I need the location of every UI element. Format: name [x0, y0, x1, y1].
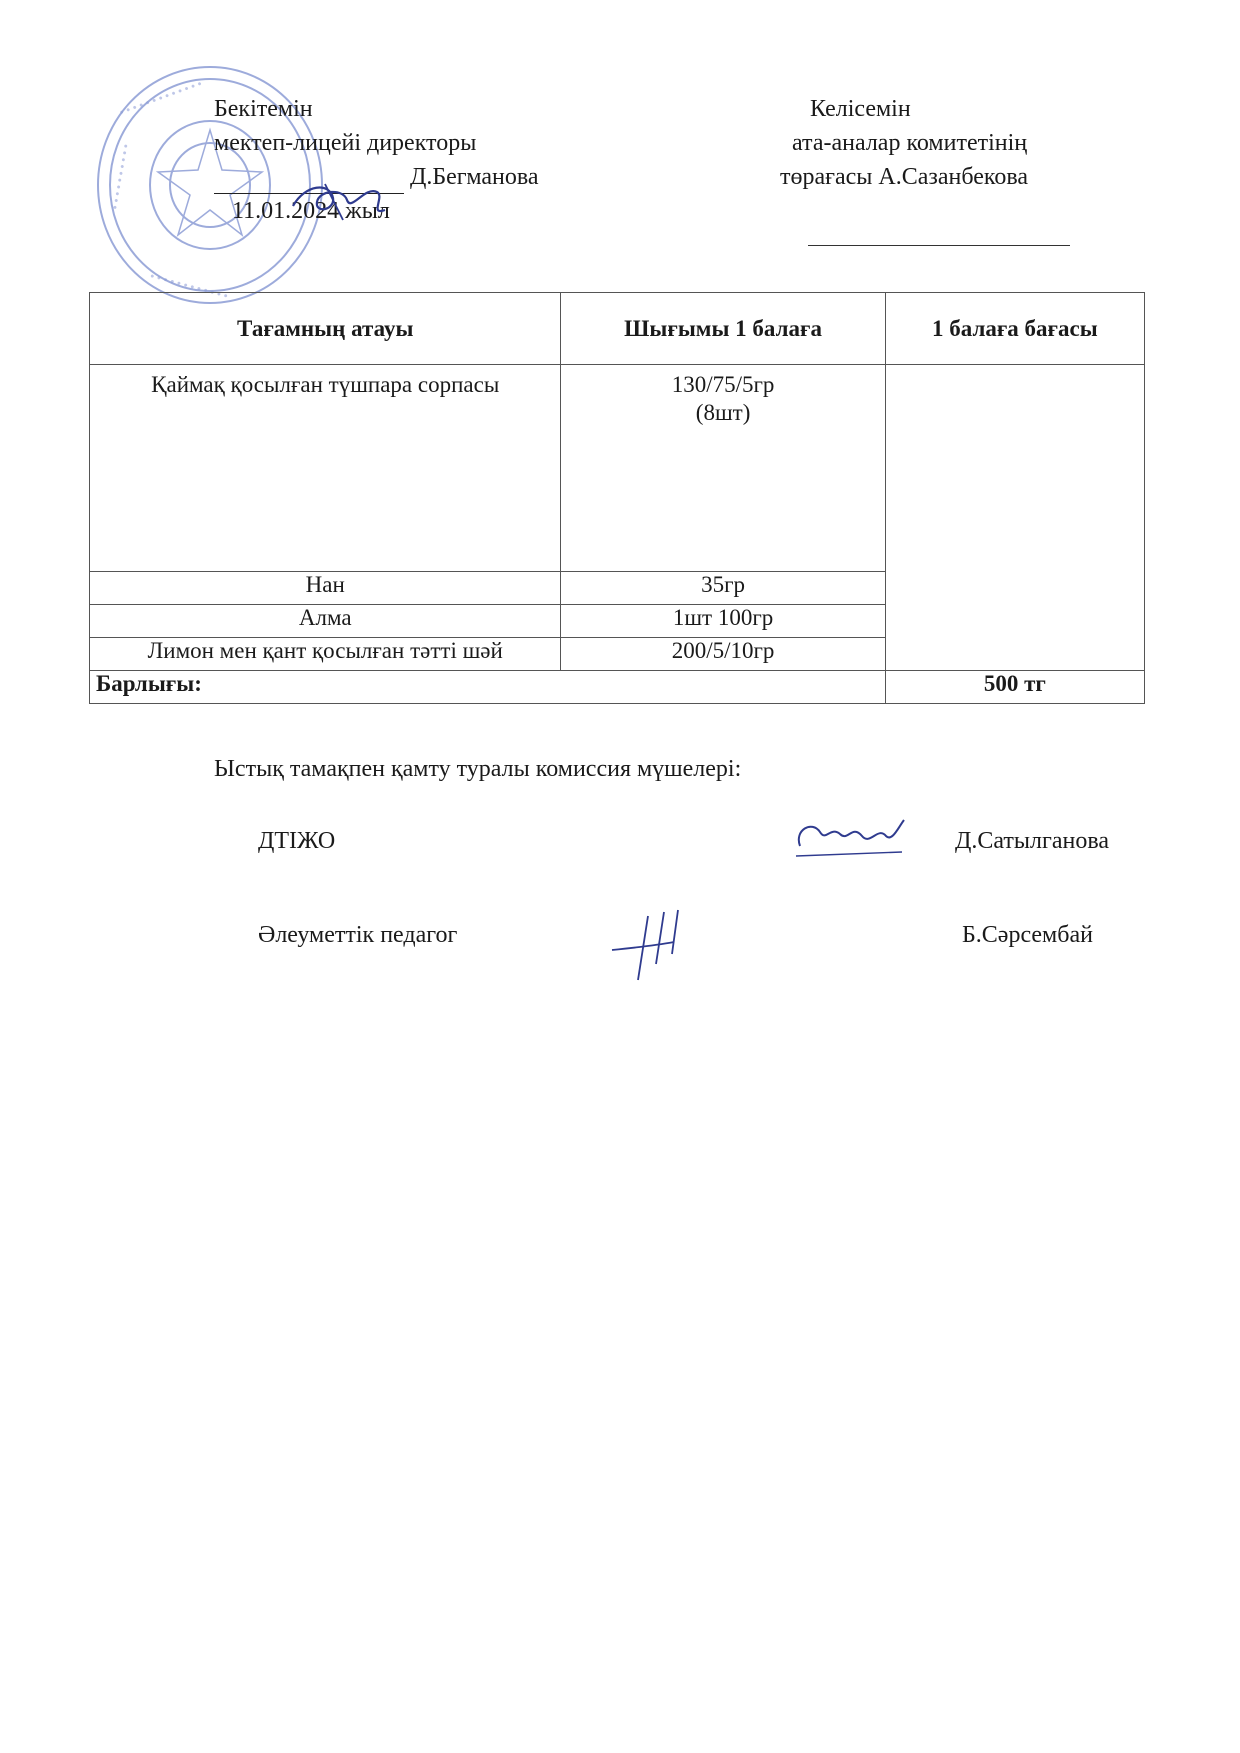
svg-text:• • • • • • • • • • • • •: • • • • • • • • • • • • •	[118, 78, 204, 120]
agreement-signature-line	[808, 245, 1070, 246]
table-header-row	[90, 293, 1145, 365]
member-role: ДТІЖО	[258, 828, 336, 854]
commission-title: Ыстық тамақпен қамту туралы комиссия мүшелері:	[214, 756, 742, 782]
dish-yield-note: (8шт)	[695, 400, 751, 425]
approval-name: Д.Бегманова	[410, 164, 539, 190]
table-row	[90, 365, 1145, 572]
table-total-row	[90, 671, 1145, 704]
header-yield: Шығымы 1 балаға	[561, 293, 885, 365]
approval-date: 11.01.2024 жыл	[232, 198, 390, 224]
dish-name: Нан	[90, 572, 561, 605]
total-label: Барлығы:	[90, 671, 886, 704]
approval-position: мектеп-лицейі директоры	[214, 130, 477, 156]
dish-name: Алма	[90, 605, 561, 638]
menu-table	[89, 292, 1145, 704]
agreement-title: Келісемін	[810, 96, 911, 122]
dish-name: Қаймақ қосылған түшпара сорпасы	[90, 365, 561, 572]
dish-yield: 200/5/10гр	[561, 638, 885, 671]
dish-yield: 1шт 100гр	[561, 605, 885, 638]
header-dish-name: Тағамның атауы	[90, 293, 561, 365]
dish-yield: 35гр	[561, 572, 885, 605]
member-role: Әлеуметтік педагог	[258, 922, 458, 948]
total-value: 500 тг	[885, 671, 1144, 704]
agreement-position: ата-аналар комитетінің	[792, 130, 1028, 156]
member-signature-image	[608, 906, 692, 984]
approval-title: Бекітемін	[214, 96, 313, 122]
svg-text:• • • • • • • • • • • •: • • • • • • • • • • • •	[148, 270, 229, 303]
member-name: Б.Сәрсембай	[962, 922, 1093, 948]
dish-yield-value: 130/75/5гр	[671, 372, 775, 397]
agreement-name: төрағасы А.Сазанбекова	[780, 164, 1029, 190]
svg-text:• • • • • • • • • •: • • • • • • • • • •	[109, 143, 133, 211]
price-cell	[885, 365, 1144, 671]
director-signature-image	[285, 176, 395, 226]
dish-name: Лимон мен қант қосылған тәтті шәй	[90, 638, 561, 671]
member-signature-image	[790, 812, 910, 864]
agreement-block	[780, 92, 1028, 194]
header-price: 1 балаға бағасы	[885, 293, 1144, 365]
dish-yield	[561, 365, 885, 572]
member-name: Д.Сатылганова	[955, 828, 1110, 854]
